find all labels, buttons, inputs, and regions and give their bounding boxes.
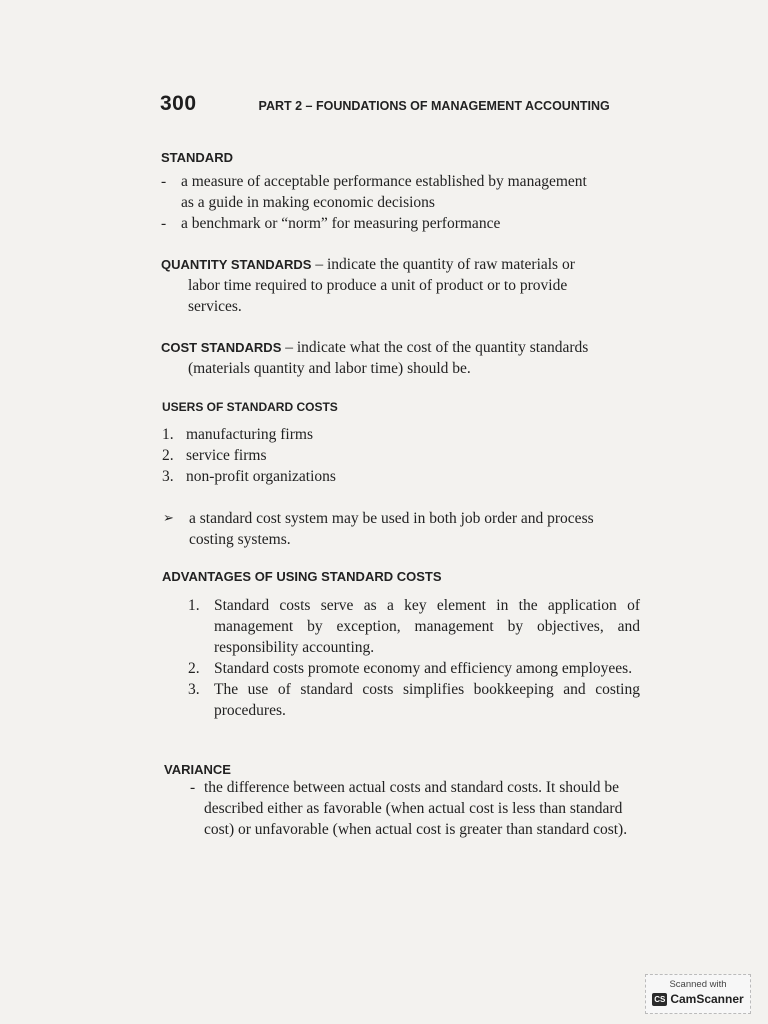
variance-definition [190,777,630,840]
advantages-heading: ADVANTAGES OF USING STANDARD COSTS [162,569,442,584]
quantity-standards-line3: services. [188,298,242,315]
users-heading: USERS OF STANDARD COSTS [162,400,338,414]
variance-heading: VARIANCE [164,762,231,777]
dash-marker: - [161,215,167,232]
note-line2: costing systems. [189,531,291,548]
list-item: 2. service firms [162,447,267,464]
list-item: 3. The use of standard costs simplifies bookkeeping and costing procedures. [188,681,640,719]
quantity-standards-section [161,254,641,317]
standard-heading: STANDARD [161,150,233,165]
cost-standards-term: COST STANDARDS [161,340,282,355]
cost-standards-line1: – indicate what the cost of the quantity standards [281,339,589,356]
page-header [160,92,640,116]
camscanner-watermark [645,974,751,1014]
job-order-note [163,508,643,550]
list-item: 2. Standard costs promote economy and efficiency among employees. [188,660,633,677]
standard-def2: a benchmark or “norm” for measuring performance [181,215,501,232]
cost-standards-line2: (materials quantity and labor time) should be. [188,360,471,377]
users-list [162,424,642,487]
quantity-standards-line1: – indicate the quantity of raw materials or [311,256,575,273]
quantity-standards-term: QUANTITY STANDARDS [161,257,312,272]
camscanner-logo-icon: CS [654,994,666,1004]
standard-section [161,150,641,234]
note-line1: a standard cost system may be used in both job order and process [189,510,594,527]
cost-standards-section [161,337,641,379]
page-number: 300 [160,92,197,115]
dash-marker: - [190,779,196,796]
standard-definition-2 [161,213,641,234]
list-item: 3. non-profit organizations [162,468,336,485]
standard-def1-line2: as a guide in making economic decisions [181,194,435,211]
dash-marker: - [161,173,167,190]
variance-section [164,762,634,840]
standard-def1-line1: a measure of acceptable performance established by management [181,173,587,190]
watermark-brand: CamScanner [670,992,744,1006]
list-item: 1. Standard costs serve as a key element in the application of management by exception, management by objectives, and responsibility accounting. [188,597,640,656]
watermark-caption: Scanned with [669,979,727,990]
users-section [162,400,642,487]
arrow-bullet-icon: ➢ [163,511,174,526]
advantages-list [162,595,640,721]
variance-text: the difference between actual costs and standard costs. It should be described either as favorable (when actual cost is less than standard cost) or unfavorable (when actual cost is greater than standard cost). [204,779,628,838]
quantity-standards-line2: labor time required to produce a unit of product or to provide [188,277,568,294]
advantages-section [162,569,640,721]
running-head: PART 2 – FOUNDATIONS OF MANAGEMENT ACCOUNTING [258,99,610,113]
standard-definition-1 [161,171,641,192]
list-item: 1. manufacturing firms [162,426,313,443]
